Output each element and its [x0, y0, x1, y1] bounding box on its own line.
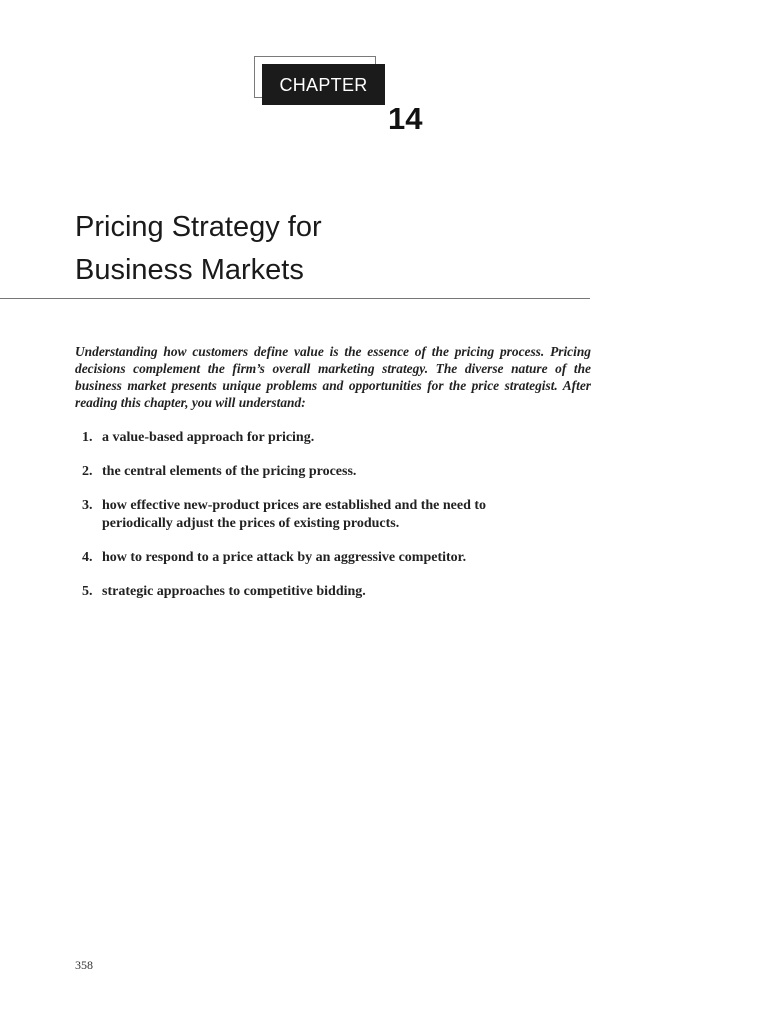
list-item-number: 2. — [82, 464, 93, 479]
chapter-number: 14 — [388, 101, 423, 136]
list-item — [82, 463, 552, 481]
list-item-text: strategic approaches to competitive bidding. — [102, 583, 366, 599]
title-divider — [0, 298, 590, 299]
chapter-intro: Understanding how customers define value is the essence of the pricing process. Pricing decisions complement the firm’s overall marketing strategy. The diverse nature of the business market presents unique problems and opportunities for the price strategist. After reading this chapter, you will understand: — [75, 344, 591, 410]
list-item — [82, 549, 552, 567]
list-item-text: how effective new-product prices are established and the need to periodically adjust the prices of existing products. — [102, 498, 487, 531]
page-number: 358 — [75, 958, 93, 972]
list-item-text: how to respond to a price attack by an aggressive competitor. — [102, 549, 467, 565]
list-item-number: 3. — [82, 498, 93, 513]
learning-objectives-list — [82, 429, 552, 617]
list-item — [82, 583, 552, 601]
chapter-label: CHAPTER — [262, 64, 385, 105]
chapter-title-line-1: Pricing Strategy for — [75, 211, 322, 243]
list-item-number: 1. — [82, 430, 93, 445]
list-item — [82, 429, 552, 447]
list-item-text: the central elements of the pricing process. — [102, 464, 357, 479]
list-item-number: 4. — [82, 549, 93, 565]
list-item-number: 5. — [82, 583, 93, 599]
list-item-text: a value-based approach for pricing. — [102, 430, 315, 445]
chapter-title-line-2: Business Markets — [75, 254, 304, 286]
list-item — [82, 497, 552, 532]
chapter-title — [75, 206, 555, 292]
